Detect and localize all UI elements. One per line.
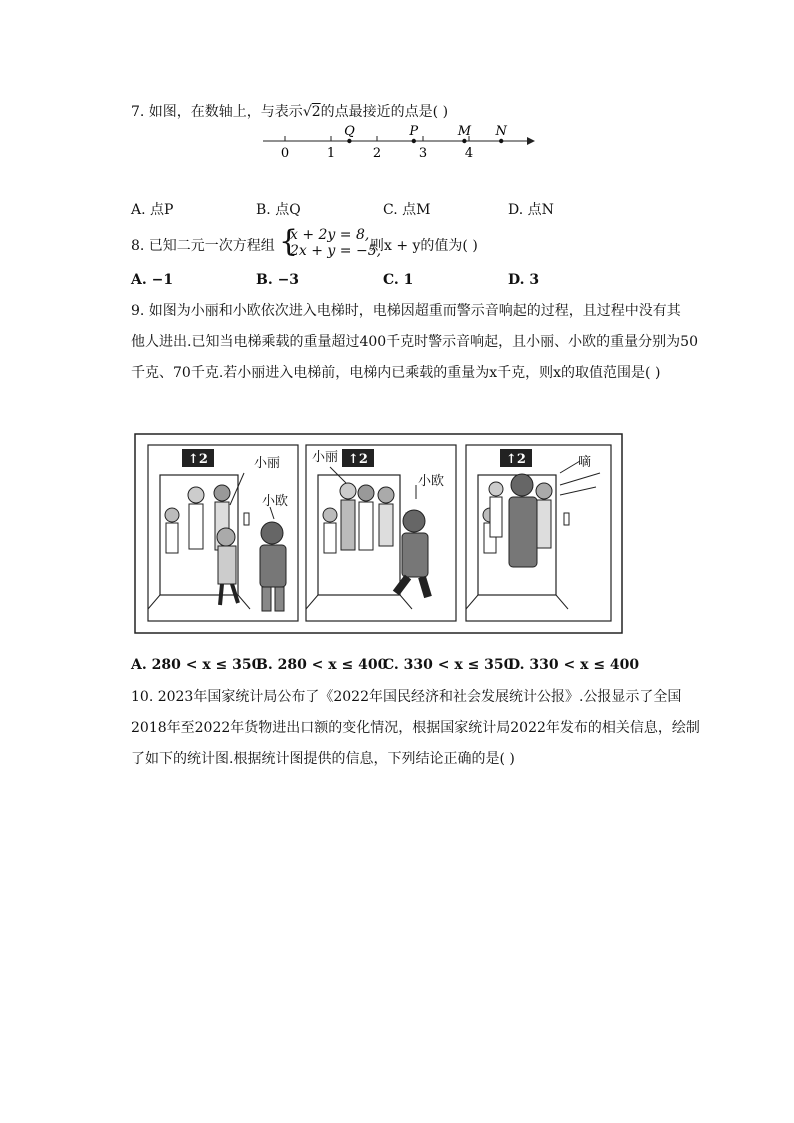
elevator-panel-1 xyxy=(148,445,298,621)
q7-option-d[interactable]: D. 点N xyxy=(508,202,554,218)
q8-option-a[interactable]: A. −1 xyxy=(131,272,174,288)
axis-tick-label: 2 xyxy=(372,146,382,161)
system-brace: { xyxy=(279,224,299,259)
q8-option-d[interactable]: D. 3 xyxy=(508,272,540,288)
q7-option-a[interactable]: A. 点P xyxy=(131,202,174,218)
q9-option-d[interactable]: D. 330 < x ≤ 400 xyxy=(508,657,640,673)
label-xiaoli-2: 小丽 xyxy=(312,450,339,465)
q9-line-2: 他人进出.已知当电梯乘载的重量超过400千克时警示音响起，且小丽、小欧的重量分别为50 xyxy=(131,334,698,350)
label-xiaoli-1: 小丽 xyxy=(254,456,281,471)
q9-line-3: 千克、70千克.若小丽进入电梯前，电梯内已乘载的重量为x千克，则x的取值范围是( ) xyxy=(131,365,661,381)
elevator-illustration xyxy=(134,433,624,635)
axis-point-label-m: M xyxy=(457,124,472,139)
axis-point-n xyxy=(499,139,503,143)
axis-tick-label: 0 xyxy=(280,146,290,161)
q9-line-1: 9. 如图为小丽和小欧依次进入电梯时，电梯因超重而警示音响起的过程，且过程中没有其 xyxy=(131,303,681,319)
q8-text-after: 则x + y的值为( ) xyxy=(370,238,478,254)
q8-text-before: 8. 已知二元一次方程组 xyxy=(131,238,275,254)
q7-text-before: 7. 如图，在数轴上，与表示 xyxy=(131,104,303,120)
sqrt-value: 2 xyxy=(311,104,321,120)
q7-option-b[interactable]: B. 点Q xyxy=(256,202,301,218)
equation-1: x + 2y = 8, xyxy=(290,227,370,243)
elevator-panel-3 xyxy=(466,445,611,621)
label-xiaoou-2: 小欧 xyxy=(418,474,445,489)
floor-indicator-3: ↑2 xyxy=(506,452,526,467)
axis-point-label-q: Q xyxy=(344,124,355,139)
q10-line-3: 了如下的统计图.根据统计图提供的信息，下列结论正确的是( ) xyxy=(131,751,515,767)
floor-indicator-1: ↑2 xyxy=(188,452,208,467)
q9-option-c[interactable]: C. 330 < x ≤ 350 xyxy=(383,657,514,673)
number-line xyxy=(255,122,545,164)
question-10 xyxy=(131,682,701,775)
axis-point-q xyxy=(347,139,351,143)
elevator-panel-2 xyxy=(306,445,456,621)
q7-text-after: 的点最接近的点是( ) xyxy=(320,104,449,120)
axis-point-p xyxy=(412,139,416,143)
sqrt-symbol: √2 xyxy=(302,104,321,120)
axis-point-label-p: P xyxy=(409,124,419,139)
floor-indicator-2: ↑2 xyxy=(348,452,368,467)
q9-option-a[interactable]: A. 280 < x ≤ 350 xyxy=(131,657,262,673)
q10-line-2: 2018年至2022年货物进出口额的变化情况，根据国家统计局2022年发布的相关信息，绘制 xyxy=(131,720,700,736)
axis-point-m xyxy=(462,139,466,143)
q8-option-c[interactable]: C. 1 xyxy=(383,272,414,288)
label-xiaoou-1: 小欧 xyxy=(262,494,289,509)
axis-tick-label: 4 xyxy=(464,146,474,161)
axis-point-label-n: N xyxy=(495,124,507,139)
label-beep: 嘀 xyxy=(578,455,592,470)
q9-option-b[interactable]: B. 280 < x ≤ 400 xyxy=(256,657,388,673)
question-9 xyxy=(131,296,701,389)
axis-tick-label: 3 xyxy=(418,146,428,161)
q10-line-1: 10. 2023年国家统计局公布了《2022年国民经济和社会发展统计公报》.公报显示了全国 xyxy=(131,689,682,705)
q8-option-b[interactable]: B. −3 xyxy=(256,272,300,288)
equation-2: 2x + y = −5, xyxy=(290,243,382,259)
axis-tick-label: 1 xyxy=(326,146,336,161)
q7-option-c[interactable]: C. 点M xyxy=(383,202,431,218)
